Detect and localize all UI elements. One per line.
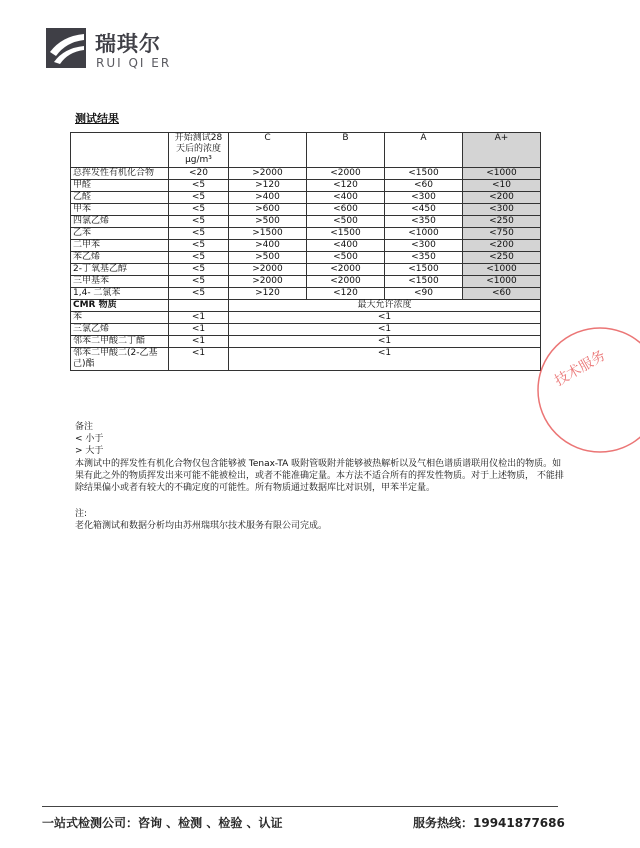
class-c-value: >120 <box>229 288 307 300</box>
class-c-value: >400 <box>229 192 307 204</box>
class-b-value: <2000 <box>307 276 385 288</box>
class-a-plus-value: <1000 <box>463 264 541 276</box>
note-text: 老化箱测试和数据分析均由苏州瑞琪尔技术服务有限公司完成。 <box>75 521 328 532</box>
start-value: <5 <box>169 288 229 300</box>
cmr-compound-name: 邻苯二甲酸二(2-乙基己)酯 <box>71 348 169 371</box>
start-value: <5 <box>169 240 229 252</box>
class-a-value: <300 <box>385 192 463 204</box>
start-value: <5 <box>169 264 229 276</box>
cmr-row <box>71 348 541 371</box>
class-a-plus-value: <1000 <box>463 168 541 180</box>
cmr-start-value: <1 <box>169 348 229 371</box>
brand-name-cn: 瑞琪尔 <box>95 32 161 56</box>
table-row <box>71 228 541 240</box>
class-b-value: <400 <box>307 240 385 252</box>
class-c-value: >1500 <box>229 228 307 240</box>
class-b-value: <400 <box>307 192 385 204</box>
notes-paragraph: 本测试中的挥发性有机化合物仅包含能够被 Tenax-TA 吸附管吸附并能够被热解析以及气相色谱质谱联用仪检出的物质。如果有此之外的物质挥发出来可能不能被检出，或者不能准确定量。本方法不适合所有的挥发性物质。对于上述物质， 不能排除结果偏小或者有较大的不确定度的可能性。所有物质通过数据库比对识别，甲苯半定量。 <box>75 458 564 494</box>
footer-divider <box>42 806 558 807</box>
table-row <box>71 216 541 228</box>
results-table <box>70 132 541 371</box>
header-start-line-2: 天后的浓度 <box>175 144 221 154</box>
compound-name: 三甲基苯 <box>71 276 169 288</box>
table-row <box>71 276 541 288</box>
class-a-plus-value: <250 <box>463 252 541 264</box>
cmr-title-row <box>71 300 541 312</box>
notes-greater-than: > 大于 <box>75 446 104 457</box>
class-a-plus-value: <200 <box>463 240 541 252</box>
company-seal-stamp <box>520 320 640 460</box>
class-a-value: <350 <box>385 216 463 228</box>
header-empty-cell <box>71 133 169 168</box>
start-value: <5 <box>169 216 229 228</box>
class-a-value: <1500 <box>385 276 463 288</box>
class-b-value: <500 <box>307 252 385 264</box>
class-a-plus-value: <10 <box>463 180 541 192</box>
cmr-max-value: <1 <box>229 312 541 324</box>
footer-services: 一站式检测公司：咨询 、检测 、检验 、认证 <box>42 816 283 830</box>
cmr-row <box>71 336 541 348</box>
cmr-row <box>71 324 541 336</box>
class-a-plus-value: <1000 <box>463 276 541 288</box>
compound-name: 甲醛 <box>71 180 169 192</box>
table-row <box>71 204 541 216</box>
start-value: <5 <box>169 252 229 264</box>
start-value: <5 <box>169 228 229 240</box>
footer-hotline: 服务热线：19941877686 <box>413 816 565 830</box>
compound-name: 2-丁氧基乙醇 <box>71 264 169 276</box>
table-row <box>71 180 541 192</box>
notes-less-than: < 小于 <box>75 434 104 445</box>
start-value: <20 <box>169 168 229 180</box>
class-c-value: >120 <box>229 180 307 192</box>
table-row <box>71 192 541 204</box>
table-header-row <box>71 133 541 168</box>
compound-name: 乙苯 <box>71 228 169 240</box>
header-c: C <box>229 133 307 168</box>
table-row <box>71 240 541 252</box>
class-a-value: <1000 <box>385 228 463 240</box>
compound-name: 二甲苯 <box>71 240 169 252</box>
cmr-compound-name: 三氯乙烯 <box>71 324 169 336</box>
compound-name: 苯乙烯 <box>71 252 169 264</box>
header-a: A <box>385 133 463 168</box>
cmr-title: CMR 物质 <box>71 300 169 312</box>
class-a-value: <300 <box>385 240 463 252</box>
table-row <box>71 264 541 276</box>
class-a-plus-value: <200 <box>463 192 541 204</box>
class-b-value: <600 <box>307 204 385 216</box>
notes-section <box>75 421 565 533</box>
class-b-value: <120 <box>307 288 385 300</box>
cmr-start-empty <box>169 300 229 312</box>
notes-title: 备注 <box>75 422 94 432</box>
class-c-value: >400 <box>229 240 307 252</box>
note-title: 注: <box>75 509 88 520</box>
compound-name: 总挥发性有机化合物 <box>71 168 169 180</box>
class-a-value: <450 <box>385 204 463 216</box>
start-value: <5 <box>169 276 229 288</box>
class-c-value: >2000 <box>229 276 307 288</box>
svg-text:技术服务: 技术服务 <box>552 347 609 390</box>
cmr-start-value: <1 <box>169 324 229 336</box>
start-value: <5 <box>169 192 229 204</box>
class-c-value: >2000 <box>229 264 307 276</box>
class-a-value: <60 <box>385 180 463 192</box>
class-c-value: >2000 <box>229 168 307 180</box>
class-c-value: >500 <box>229 216 307 228</box>
class-a-plus-value: <60 <box>463 288 541 300</box>
class-a-plus-value: <750 <box>463 228 541 240</box>
class-b-value: <2000 <box>307 264 385 276</box>
class-a-value: <1500 <box>385 264 463 276</box>
class-a-value: <1500 <box>385 168 463 180</box>
class-a-value: <350 <box>385 252 463 264</box>
cmr-max-header: 最大允许浓度 <box>229 300 541 312</box>
class-b-value: <1500 <box>307 228 385 240</box>
header-start-line-3: μg/m³ <box>185 155 212 165</box>
header-b: B <box>307 133 385 168</box>
table-row <box>71 288 541 300</box>
class-c-value: >600 <box>229 204 307 216</box>
table-row <box>71 252 541 264</box>
header-start-concentration <box>169 133 229 168</box>
cmr-max-value: <1 <box>229 348 541 371</box>
cmr-row <box>71 312 541 324</box>
header-start-line-1: 开始测试28 <box>174 133 223 143</box>
class-b-value: <2000 <box>307 168 385 180</box>
class-c-value: >500 <box>229 252 307 264</box>
class-b-value: <120 <box>307 180 385 192</box>
table-row <box>71 168 541 180</box>
header-a-plus: A+ <box>463 133 541 168</box>
cmr-start-value: <1 <box>169 336 229 348</box>
cmr-compound-name: 苯 <box>71 312 169 324</box>
cmr-start-value: <1 <box>169 312 229 324</box>
start-value: <5 <box>169 180 229 192</box>
compound-name: 四氯乙烯 <box>71 216 169 228</box>
compound-name: 1,4- 二氯苯 <box>71 288 169 300</box>
compound-name: 甲苯 <box>71 204 169 216</box>
class-a-plus-value: <250 <box>463 216 541 228</box>
class-a-plus-value: <300 <box>463 204 541 216</box>
class-b-value: <500 <box>307 216 385 228</box>
start-value: <5 <box>169 204 229 216</box>
class-a-value: <90 <box>385 288 463 300</box>
cmr-compound-name: 邻苯二甲酸二丁酯 <box>71 336 169 348</box>
section-title: 测试结果 <box>75 112 119 125</box>
compound-name: 乙醛 <box>71 192 169 204</box>
company-logo <box>42 22 90 74</box>
cmr-max-value: <1 <box>229 336 541 348</box>
brand-name-en: RUI QI ER <box>96 56 172 70</box>
cmr-max-value: <1 <box>229 324 541 336</box>
